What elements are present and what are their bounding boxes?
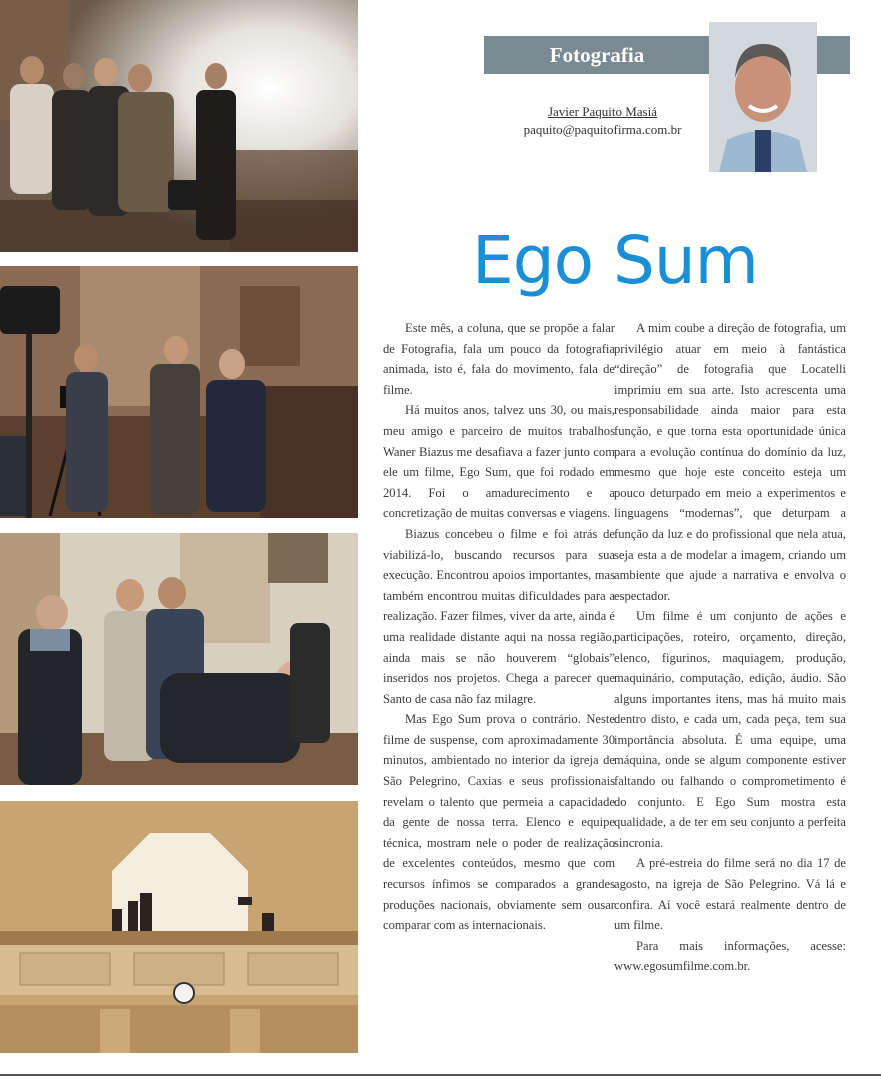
camera-operator-photo [0,266,358,518]
author-portrait [709,22,817,172]
paragraph: A mim coube a direção de fotografia, um privilégio atuar em meio à fantástica “direção” de fotografia que Locatelli imprimiu em sua arte. Isto acrescenta uma responsabilidade ainda maior para esta função, e que torna esta oportunidade única para a evolução contínua do domínio da luz, mesmo que hoje este conceito esteja um pouco deturpado em meio a experimentos e linguagens “modernas”, que deturpam a função da luz e do profissional que nela atua, seja esta a de modelar a imagem, criando um ambiente que ajude a narrativa e envolva o espectador. [614,321,846,603]
paragraph: Este mês, a coluna, que se propõe a falar de Fotografia, fala um pouco da fotografia animada, isto é, fala do movimento, fala de filme. [383,321,615,397]
footer-rule [0,1074,881,1076]
paragraph: Mas Ego Sum prova o contrário. Neste filme de suspense, com aproximadamente 30 minutos, ambientado no interior da igreja de São Pelegrino, Caxias e seus profissionais revelam o talento que permeia a capacidade da gente de nossa terra. Elenco e equipe técnica, mostram nele o poder de realização de excelentes conteúdos, mesmo que com recursos ínfimos se comparados a grandes produções nacionais, obviamente sem ousar comparar com as internacionais. [383,712,615,933]
paragraph: Há muitos anos, talvez uns 30, ou mais, meu amigo e parceiro de muitos trabalhos Waner Biazus me desafiava a fazer junto com ele um filme, Ego Sum, que foi rodado em 2014. Foi o amadurecimento e a concretização de muitas conversas e viagens. [383,403,615,521]
paragraph: Para mais informações, acesse: www.egosumfilme.com.br. [614,938,846,974]
article-headline: Ego Sum [472,222,758,299]
section-title: Fotografia [549,43,645,67]
author-name: Javier Paquito Masiá [547,104,658,119]
church-choir-loft-photo [0,801,358,1053]
paragraph: Um filme é um conjunto de ações e participações, roteiro, orçamento, direção, elenco, figurinos, maquiagem, produção, maquinário, computação, edição, áudio. São alguns importantes itens, mas há muito mais dentro disto, e cada um, cada peça, tem sua importância absoluta. É uma equipe, uma máquina, onde se algum componente estiver faltando ou falhando o comprometimento é do conjunto. E Ego Sum mostra esta qualidade, a de ter em seu conjunto a perfeita sincronia. [614,609,846,850]
author-byline [500,103,705,139]
paragraph: Biazus concebeu o filme e foi atrás de viabilizá-lo, buscando recursos para sua execução. Encontrou apoios importantes, mas também encontrou muitas dificuldades para a realização. Fazer filmes, viver da arte, ainda é uma realidade distante aqui na nossa região, ainda mais se não houverem “globais” inseridos nos projetos. Chega a parecer que Santo de casa não faz milagre. [383,526,615,706]
church-film-crew-photo [0,0,358,252]
author-email: paquito@paquitofirma.com.br [523,122,682,137]
text-column-right [614,318,846,977]
makeup-on-set-photo [0,533,358,785]
paragraph: A pré-estreia do filme será no dia 17 de agosto, na igreja de São Pelegrino. Vá lá e confira. Aí você estará realmente dentro de um filme. [614,856,846,933]
text-column-left [383,318,615,936]
